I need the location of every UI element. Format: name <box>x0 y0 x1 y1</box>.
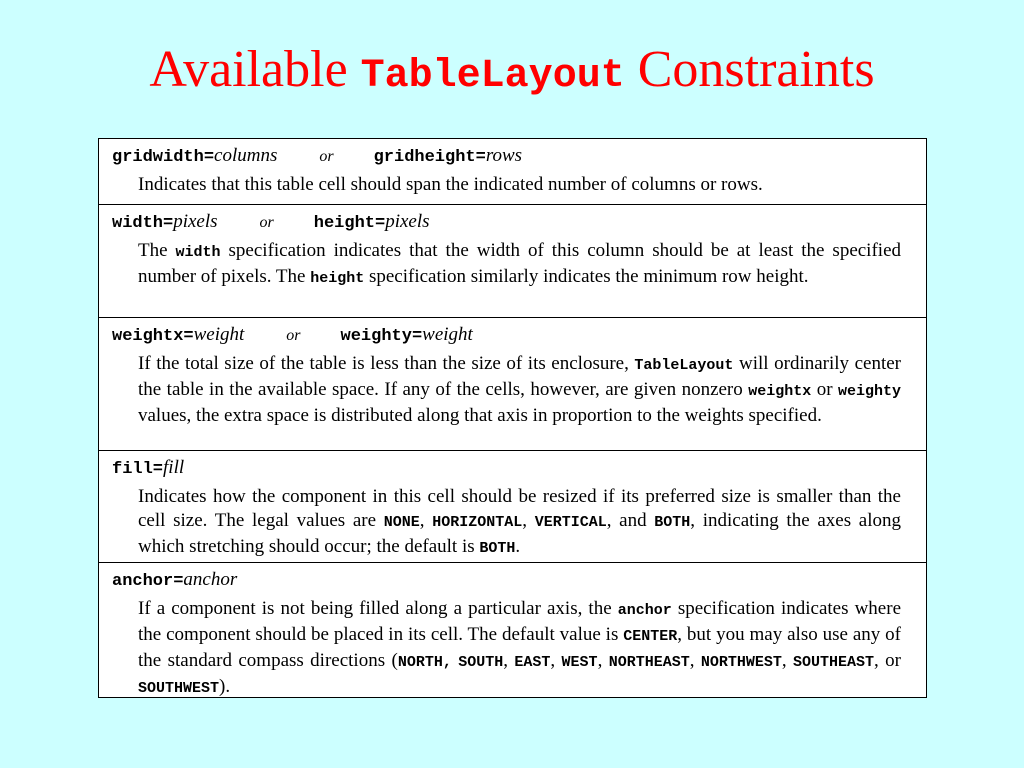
constraint-key: height= <box>313 214 386 233</box>
desc-text: , indicating the axes along which stretching should occur; the default is <box>138 510 901 557</box>
table-row-weight <box>99 317 926 450</box>
desc-code: NORTHWEST <box>700 654 782 671</box>
desc-text: . <box>515 536 521 557</box>
desc-text: specification similarly indicates the minimum row height. <box>364 266 809 287</box>
constraint-arg: rows <box>485 145 523 166</box>
desc-text: , or <box>874 650 901 671</box>
table-row-gridwidth <box>99 139 926 204</box>
constraint-key: gridwidth= <box>112 148 215 167</box>
row-description <box>138 485 901 561</box>
desc-text: If a component is not being filled along a particular axis, the <box>138 598 618 619</box>
desc-text: or <box>811 379 838 400</box>
desc-text: , <box>550 650 562 671</box>
or-separator: or <box>286 327 301 344</box>
constraint-arg: columns <box>214 145 278 166</box>
row-description <box>138 173 901 197</box>
or-separator: or <box>259 214 274 231</box>
desc-code: SOUTHWEST <box>138 680 220 697</box>
constraint-arg: anchor <box>183 569 238 590</box>
constraint-key: weighty= <box>340 327 423 346</box>
desc-code: HORIZONTAL <box>432 514 523 531</box>
constraint-key: weightx= <box>112 327 194 346</box>
desc-code: NONE <box>383 514 420 531</box>
desc-text: , <box>597 650 609 671</box>
row-heading <box>99 205 926 235</box>
constraints-table <box>98 138 927 698</box>
constraint-key: anchor= <box>112 572 184 591</box>
row-description <box>138 597 901 701</box>
constraint-arg: weight <box>422 324 473 345</box>
constraint-key: fill= <box>112 460 164 479</box>
or-separator: or <box>319 148 334 165</box>
desc-code: NORTHEAST <box>608 654 690 671</box>
desc-text: , and <box>606 510 655 531</box>
row-heading <box>99 139 926 169</box>
desc-code: height <box>310 270 365 287</box>
desc-text: , <box>522 510 535 531</box>
page-title <box>0 38 1024 109</box>
constraint-key: gridheight= <box>373 148 486 167</box>
desc-text: , <box>419 510 433 531</box>
desc-text: , but you may also use any of the standard compass directions ( <box>138 624 901 671</box>
desc-code: anchor <box>617 602 672 619</box>
desc-code: weighty <box>837 383 901 400</box>
desc-code: SOUTHEAST <box>793 654 875 671</box>
desc-text: If the total size of the table is less than the size of its enclosure, <box>138 353 635 374</box>
desc-code: NORTH, <box>397 654 452 671</box>
row-description <box>138 352 901 428</box>
table-row-width <box>99 204 926 317</box>
desc-code: weightx <box>748 383 812 400</box>
table-row-fill <box>99 450 926 562</box>
title-code: TableLayout <box>360 54 625 99</box>
constraint-arg: weight <box>193 324 245 345</box>
desc-text: specification indicates where the component should be placed in its cell. The default value is <box>138 598 902 645</box>
row-heading <box>99 318 926 348</box>
desc-code: width <box>175 244 221 261</box>
title-suffix: Constraints <box>624 41 875 98</box>
desc-text: The <box>138 240 176 261</box>
desc-text: , <box>689 650 701 671</box>
desc-text: Indicates that this table cell should span the indicated number of columns or rows. <box>138 174 763 195</box>
constraint-arg: pixels <box>173 211 218 232</box>
desc-text: , <box>781 650 794 671</box>
constraint-key: width= <box>112 214 174 233</box>
desc-text: ). <box>219 676 231 697</box>
desc-code: BOTH <box>479 540 516 557</box>
desc-code: TableLayout <box>634 357 734 374</box>
desc-text: will ordinarily center the table in the available space. If any of the cells, however, are given nonzero <box>138 353 902 400</box>
desc-code: VERTICAL <box>534 514 607 531</box>
table-row-anchor <box>99 562 926 697</box>
desc-code: SOUTH <box>458 654 504 671</box>
title-prefix: Available <box>149 41 361 98</box>
desc-text: Indicates how the component in this cell should be resized if its preferred size is smaller than the cell size. The legal values are <box>138 486 901 531</box>
desc-text: specification indicates that the width of this column should be at least the specified number of pixels. The <box>138 240 902 287</box>
desc-code: CENTER <box>623 628 678 645</box>
desc-code: WEST <box>561 654 598 671</box>
constraint-arg: pixels <box>385 211 430 232</box>
desc-code: EAST <box>514 654 551 671</box>
constraint-arg: fill <box>163 457 185 478</box>
desc-text: values, the extra space is distributed along that axis in proportion to the weights specified. <box>138 405 822 426</box>
desc-text: , <box>503 650 515 671</box>
row-heading <box>99 563 926 593</box>
desc-code: BOTH <box>654 514 691 531</box>
row-description <box>138 239 901 291</box>
row-heading <box>99 451 926 481</box>
